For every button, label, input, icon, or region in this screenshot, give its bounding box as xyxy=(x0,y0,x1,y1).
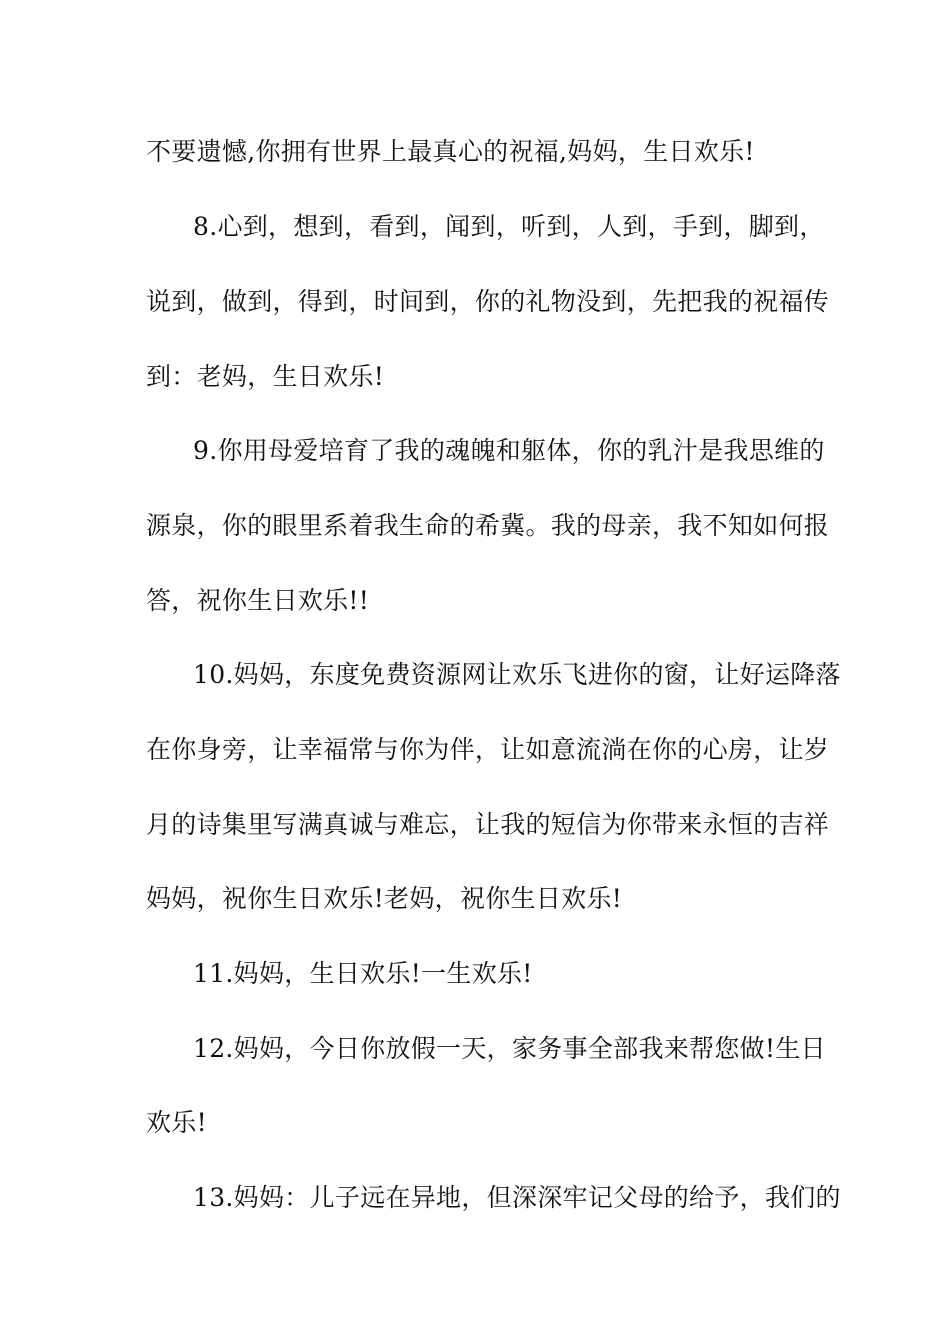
text-line: 源泉，你的眼里系着我生命的希冀。我的母亲，我不知如何报 xyxy=(146,511,830,540)
text-line: 到：老妈，生日欢乐! xyxy=(146,362,385,391)
text-line: 欢乐! xyxy=(146,1108,207,1137)
text-line: 12.妈妈，今日你放假一天，家务事全部我来帮您做!生日 xyxy=(193,1034,826,1063)
text-line: 10.妈妈，东度免费资源网让欢乐飞进你的窗，让好运降落 xyxy=(193,660,841,689)
text-line: 在你身旁，让幸福常与你为伴，让如意流淌在你的心房，让岁 xyxy=(146,735,830,764)
text-line: 说到，做到，得到，时间到，你的礼物没到，先把我的祝福传 xyxy=(146,287,830,316)
text-line: 答，祝你生日欢乐!! xyxy=(146,586,370,615)
text-line: 妈妈，祝你生日欢乐!老妈，祝你生日欢乐! xyxy=(146,884,623,913)
text-line: 8.心到，想到，看到，闻到，听到，人到，手到，脚到， xyxy=(193,212,825,241)
text-line: 11.妈妈，生日欢乐!一生欢乐! xyxy=(193,959,533,988)
text-line: 13.妈妈：儿子远在异地，但深深牢记父母的给予，我们的 xyxy=(193,1183,841,1212)
text-line: 月的诗集里写满真诚与难忘，让我的短信为你带来永恒的吉祥 xyxy=(146,810,830,839)
text-line: 不要遗憾,你拥有世界上最真心的祝福,妈妈，生日欢乐! xyxy=(146,137,755,166)
text-line: 9.你用母爱培育了我的魂魄和躯体，你的乳汁是我思维的 xyxy=(193,436,825,465)
